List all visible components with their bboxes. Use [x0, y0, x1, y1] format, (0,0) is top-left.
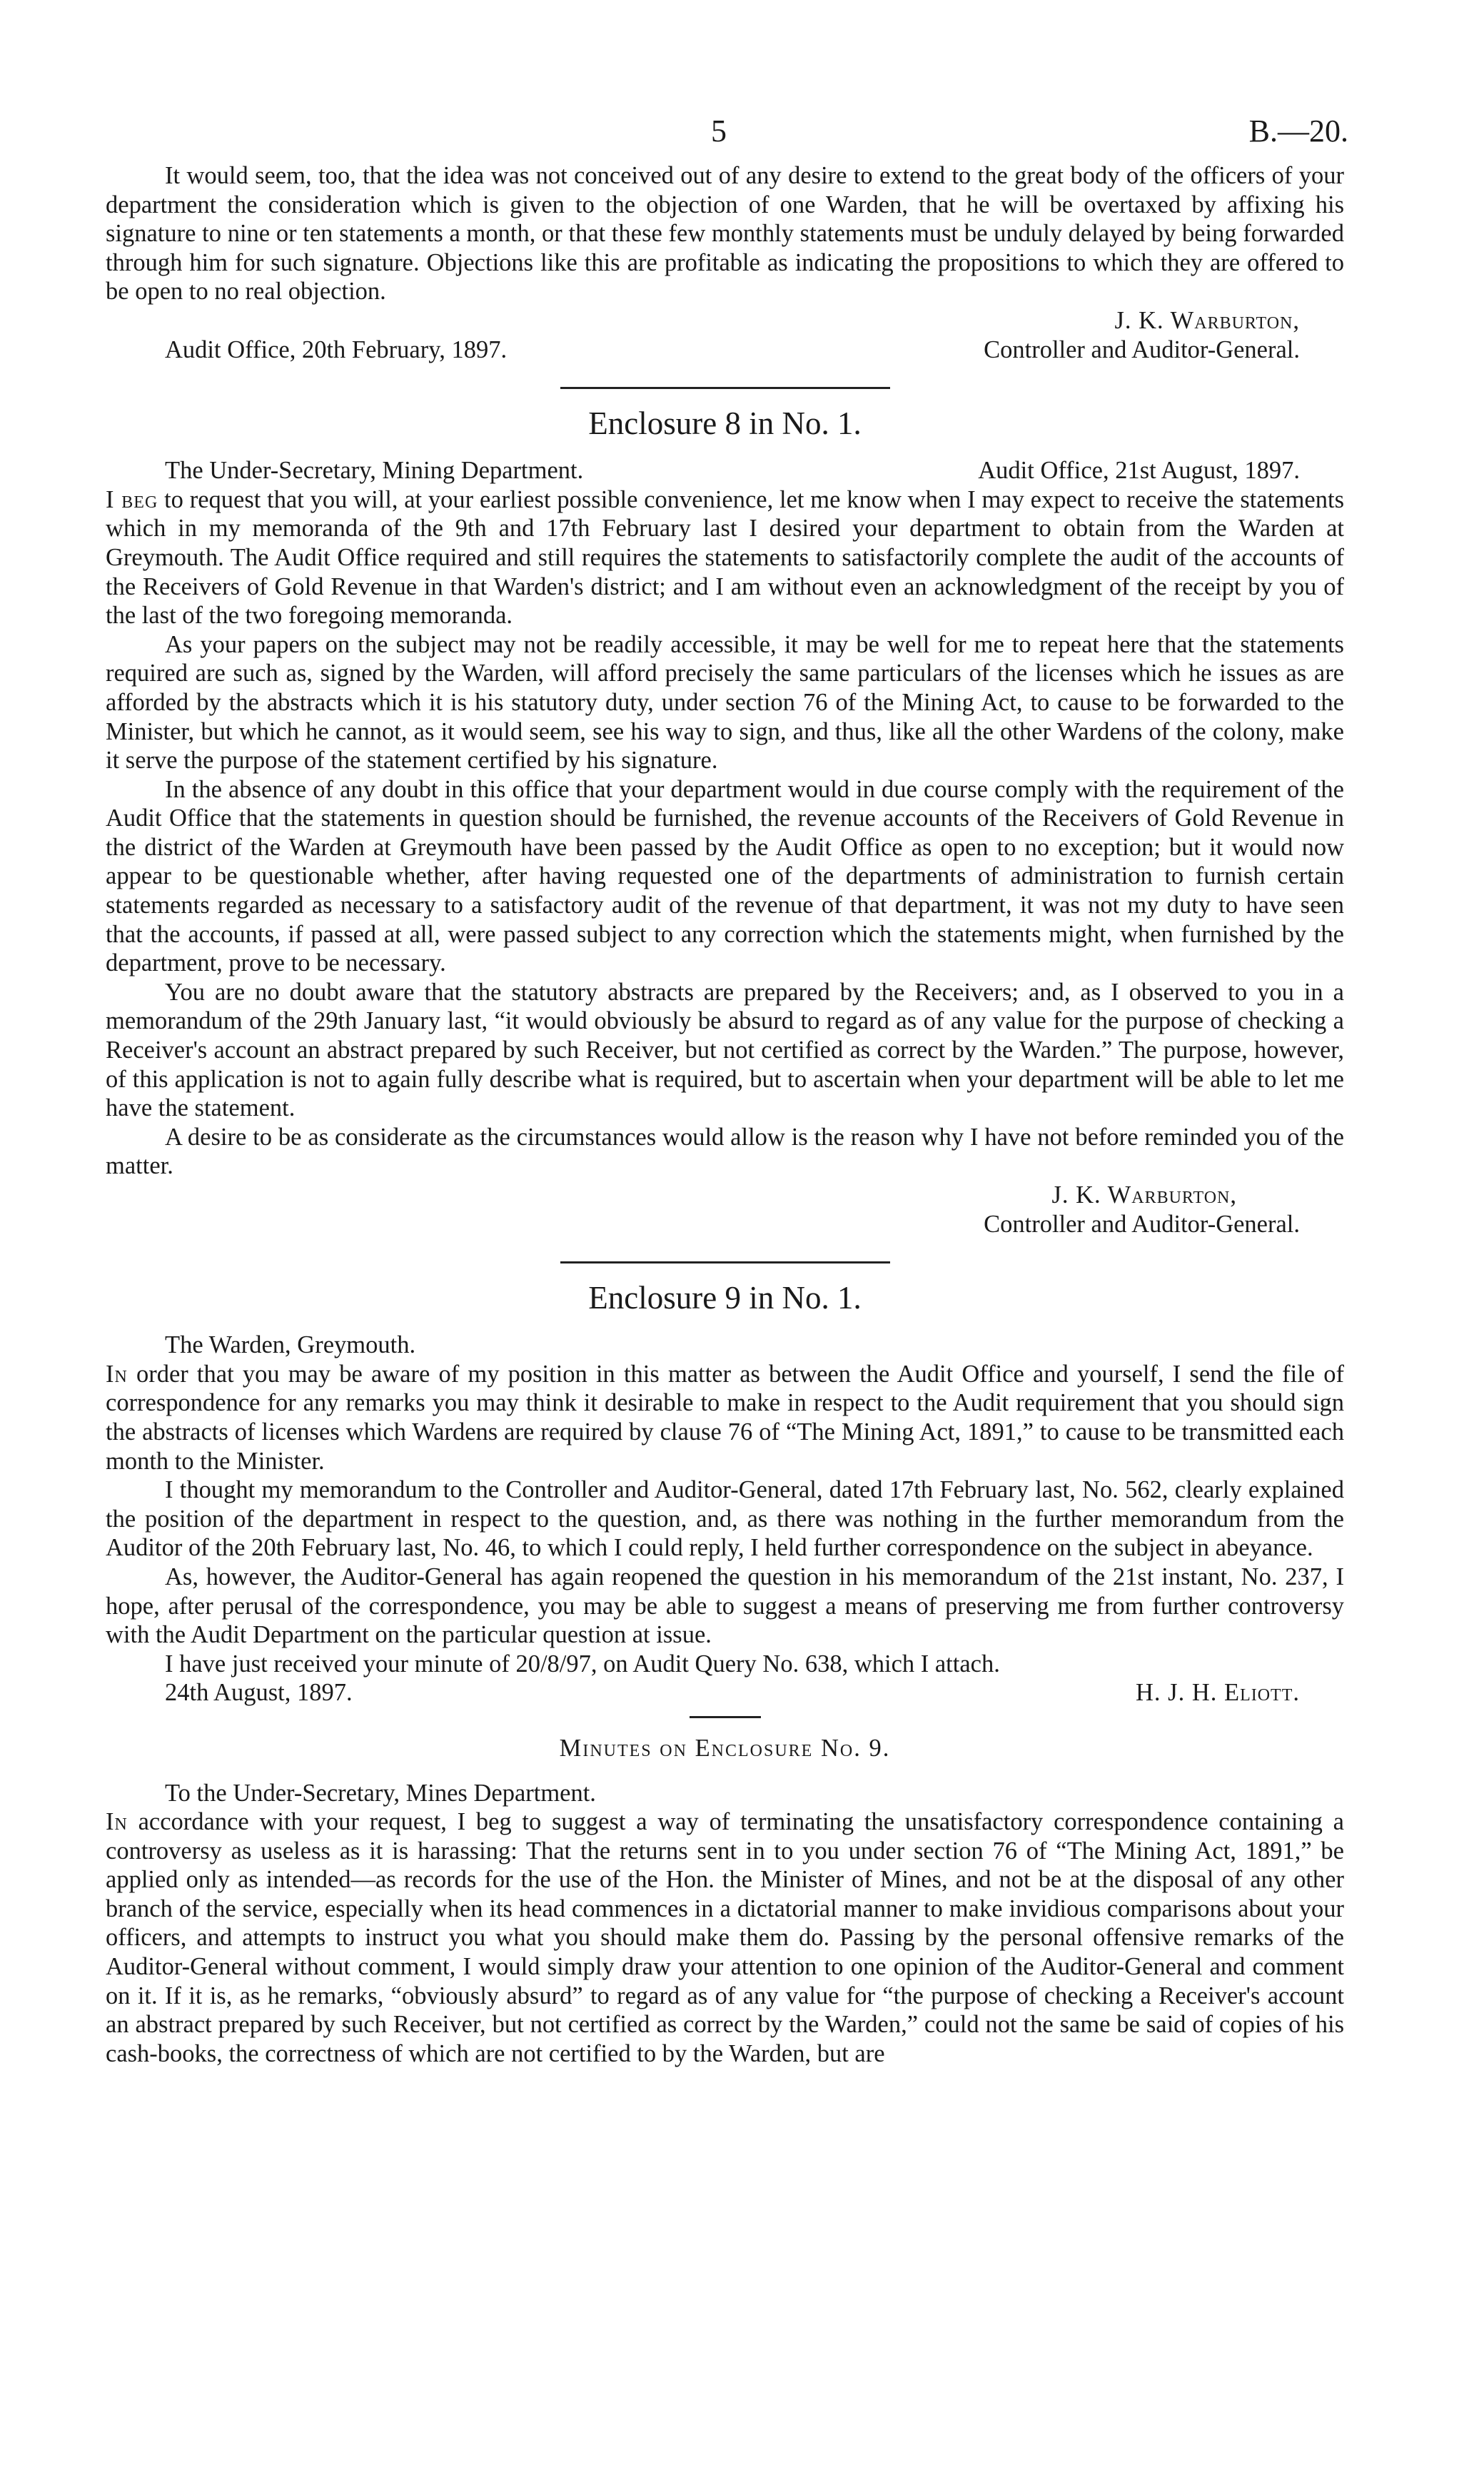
paragraph: In order that you may be aware of my position in this matter as between the Audit Office and yourself, I send the file of correspondence for any remarks you may think it desirable to make in respect to the Audit requirement that you should sign the abstracts of licenses which Wardens are required by clause 76 of “The Mining Act, 1891,” to cause to be transmitted each month to the Minister.	[106, 1360, 1344, 1475]
paragraph: I thought my memorandum to the Controller and Auditor-General, dated 17th February last, No. 562, clearly explained the position of the department in respect to the question, and, as there was nothing in the further memorandum from the Auditor of the 20th February last, No. 46, to which I could reply, I held further correspondence on the subject in abeyance.	[106, 1476, 1344, 1562]
signatory-title: Controller and Auditor-General.	[984, 1210, 1300, 1238]
signatory-title: Controller and Auditor-General.	[984, 336, 1300, 363]
enclosure-8	[106, 405, 1344, 1239]
paragraph: You are no doubt aware that the statutory abstracts are prepared by the Receivers; and, as I observed to you in a memorandum of the 29th January last, “it would obviously be absurd to regard as of any value for the purpose of checking a Receiver's account an abstract prepared by such Receiver, but not certified as correct by the Warden.” The purpose, however, of this application is not to again fully describe what is required, but to ascertain when your department will be able to let me have the statement.	[106, 978, 1344, 1122]
parliamentary-paper-reference: B.—20.	[1248, 113, 1348, 148]
place-date: Audit Office, 21st August, 1897.	[978, 457, 1300, 485]
paragraph: A desire to be as considerate as the circumstances would allow is the reason why I have not before reminded you of the matter.	[106, 1123, 1344, 1180]
paragraph: As your papers on the subject may not be readily accessible, it may be well for me to repeat here that the statements required are such as, signed by the Warden, will afford precisely the same particulars of the licenses which he issues as are afforded by the abstracts which it is his statutory duty, under section 76 of the Mining Act, to cause to be forwarded to the Minister, but which he cannot, as it would seem, see his way to sign, and thus, like all the other Wardens of the colony, make it serve the purpose of the statement certified by his signature.	[106, 630, 1344, 775]
opening-word: In	[106, 1360, 128, 1388]
addressee: The Under-Secretary, Mining Department.	[165, 457, 584, 485]
letter-date: 24th August, 1897.	[165, 1679, 353, 1707]
enclosure-9	[106, 1279, 1344, 1707]
opening-word: In	[106, 1808, 128, 1836]
minutes-heading: Minutes on Enclosure No. 9.	[559, 1734, 891, 1762]
page-header	[106, 107, 1348, 161]
paragraph: I beg to request that you will, at your earliest possible convenience, let me know when I may expect to receive the statements which in my memoranda of the 9th and 17th February last I desired your department to obtain from the Warden at Greymouth. The Audit Office required and still requires the statements to satisfactorily complete the audit of the accounts of the Receivers of Gold Revenue in that Warden's district; and I am without even an acknowledgment of the receipt by you of the last of the two foregoing memoranda.	[106, 485, 1345, 630]
paragraph: It would seem, too, that the idea was not conceived out of any desire to extend to the great body of the officers of your department the consideration which is given to the objection of one Warden, that he will be overtaxed by affixing his signature to nine or ten statements a month, or that these few monthly statements must be unduly delayed by being forwarded through him for such signature. Objections like this are profitable as indicating the propositions to which they are offered to be open to no real objection.	[106, 162, 1344, 306]
addressee: To the Under-Secretary, Mines Department.	[165, 1779, 596, 1807]
signatory-name: J. K. Warburton,	[1051, 1181, 1237, 1209]
section-divider	[560, 387, 890, 389]
paragraph: In accordance with your request, I beg to suggest a way of terminating the unsatisfactory correspondence containing a controversy as useless as it is harassing: That the returns sent in to you under section 76 of “The Mining Act, 1891,” be applied only as intended—as records for the use of the Hon. the Minister of Mines, and not be at the disposal of any other branch of the service, especially when its head commences in a dictatorial manner to make invidious comparisons about your officers, and attempts to instruct you what you should make them do. Passing by the personal offensive remarks of the Auditor-General without comment, I would simply draw your attention to one opinion of the Auditor-General and comment on it. If it is, as he remarks, “obviously absurd” to regard as of any value for “the purpose of checking a Receiver's account an abstract prepared by such Receiver, but not certified as correct by the Warden,” could not the same be said of copies of his cash-books, the correctness of which are not certified to by the Warden, but are	[106, 1808, 1344, 2067]
paragraph: I have just received your minute of 20/8/97, on Audit Query No. 638, which I attach.	[165, 1650, 1000, 1678]
signature-line	[106, 306, 1344, 336]
paragraph: As, however, the Auditor-General has again reopened the question in his memorandum of the 21st instant, No. 237, I hope, after perusal of the correspondence, you may be able to suggest a means of preserving me from further controversy with the Audit Department on the particular question at issue.	[106, 1563, 1344, 1649]
addressee-line	[106, 456, 1344, 485]
short-divider	[690, 1716, 761, 1718]
continued-memorandum	[106, 161, 1344, 364]
place-date: Audit Office, 20th February, 1897.	[165, 336, 508, 363]
place-date-title-line	[106, 336, 1344, 365]
addressee: The Warden, Greymouth.	[165, 1331, 416, 1359]
signature-line	[106, 1181, 1344, 1210]
paragraph: In the absence of any doubt in this office that your department would in due course comply with the requirement of the Audit Office that the statements in question should be furnished, the revenue accounts of the Receivers of Gold Revenue in the district of the Warden at Greymouth have been passed by the Audit Office as open to no exception; but it would now appear to be questionable whether, after having requested one of the departments of administration to furnish certain statements regarded as necessary to a satisfactory audit of the revenue of that department, it was not my duty to have seen that the accounts, if passed at all, were passed subject to any correction which the statements might, when furnished by the department, prove to be necessary.	[106, 775, 1344, 977]
page-number: 5	[711, 113, 727, 148]
signatory-name: H. J. H. Eliott.	[1135, 1679, 1300, 1707]
enclosure-heading: Enclosure 8 in No. 1.	[588, 405, 862, 442]
opening-word: I beg	[106, 485, 158, 513]
minutes-on-enclosure-9	[106, 1734, 1344, 2069]
section-divider	[560, 1261, 890, 1263]
date-signature-line	[106, 1678, 1344, 1707]
signatory-name: J. K. Warburton,	[1114, 306, 1300, 334]
enclosure-heading: Enclosure 9 in No. 1.	[588, 1280, 862, 1316]
